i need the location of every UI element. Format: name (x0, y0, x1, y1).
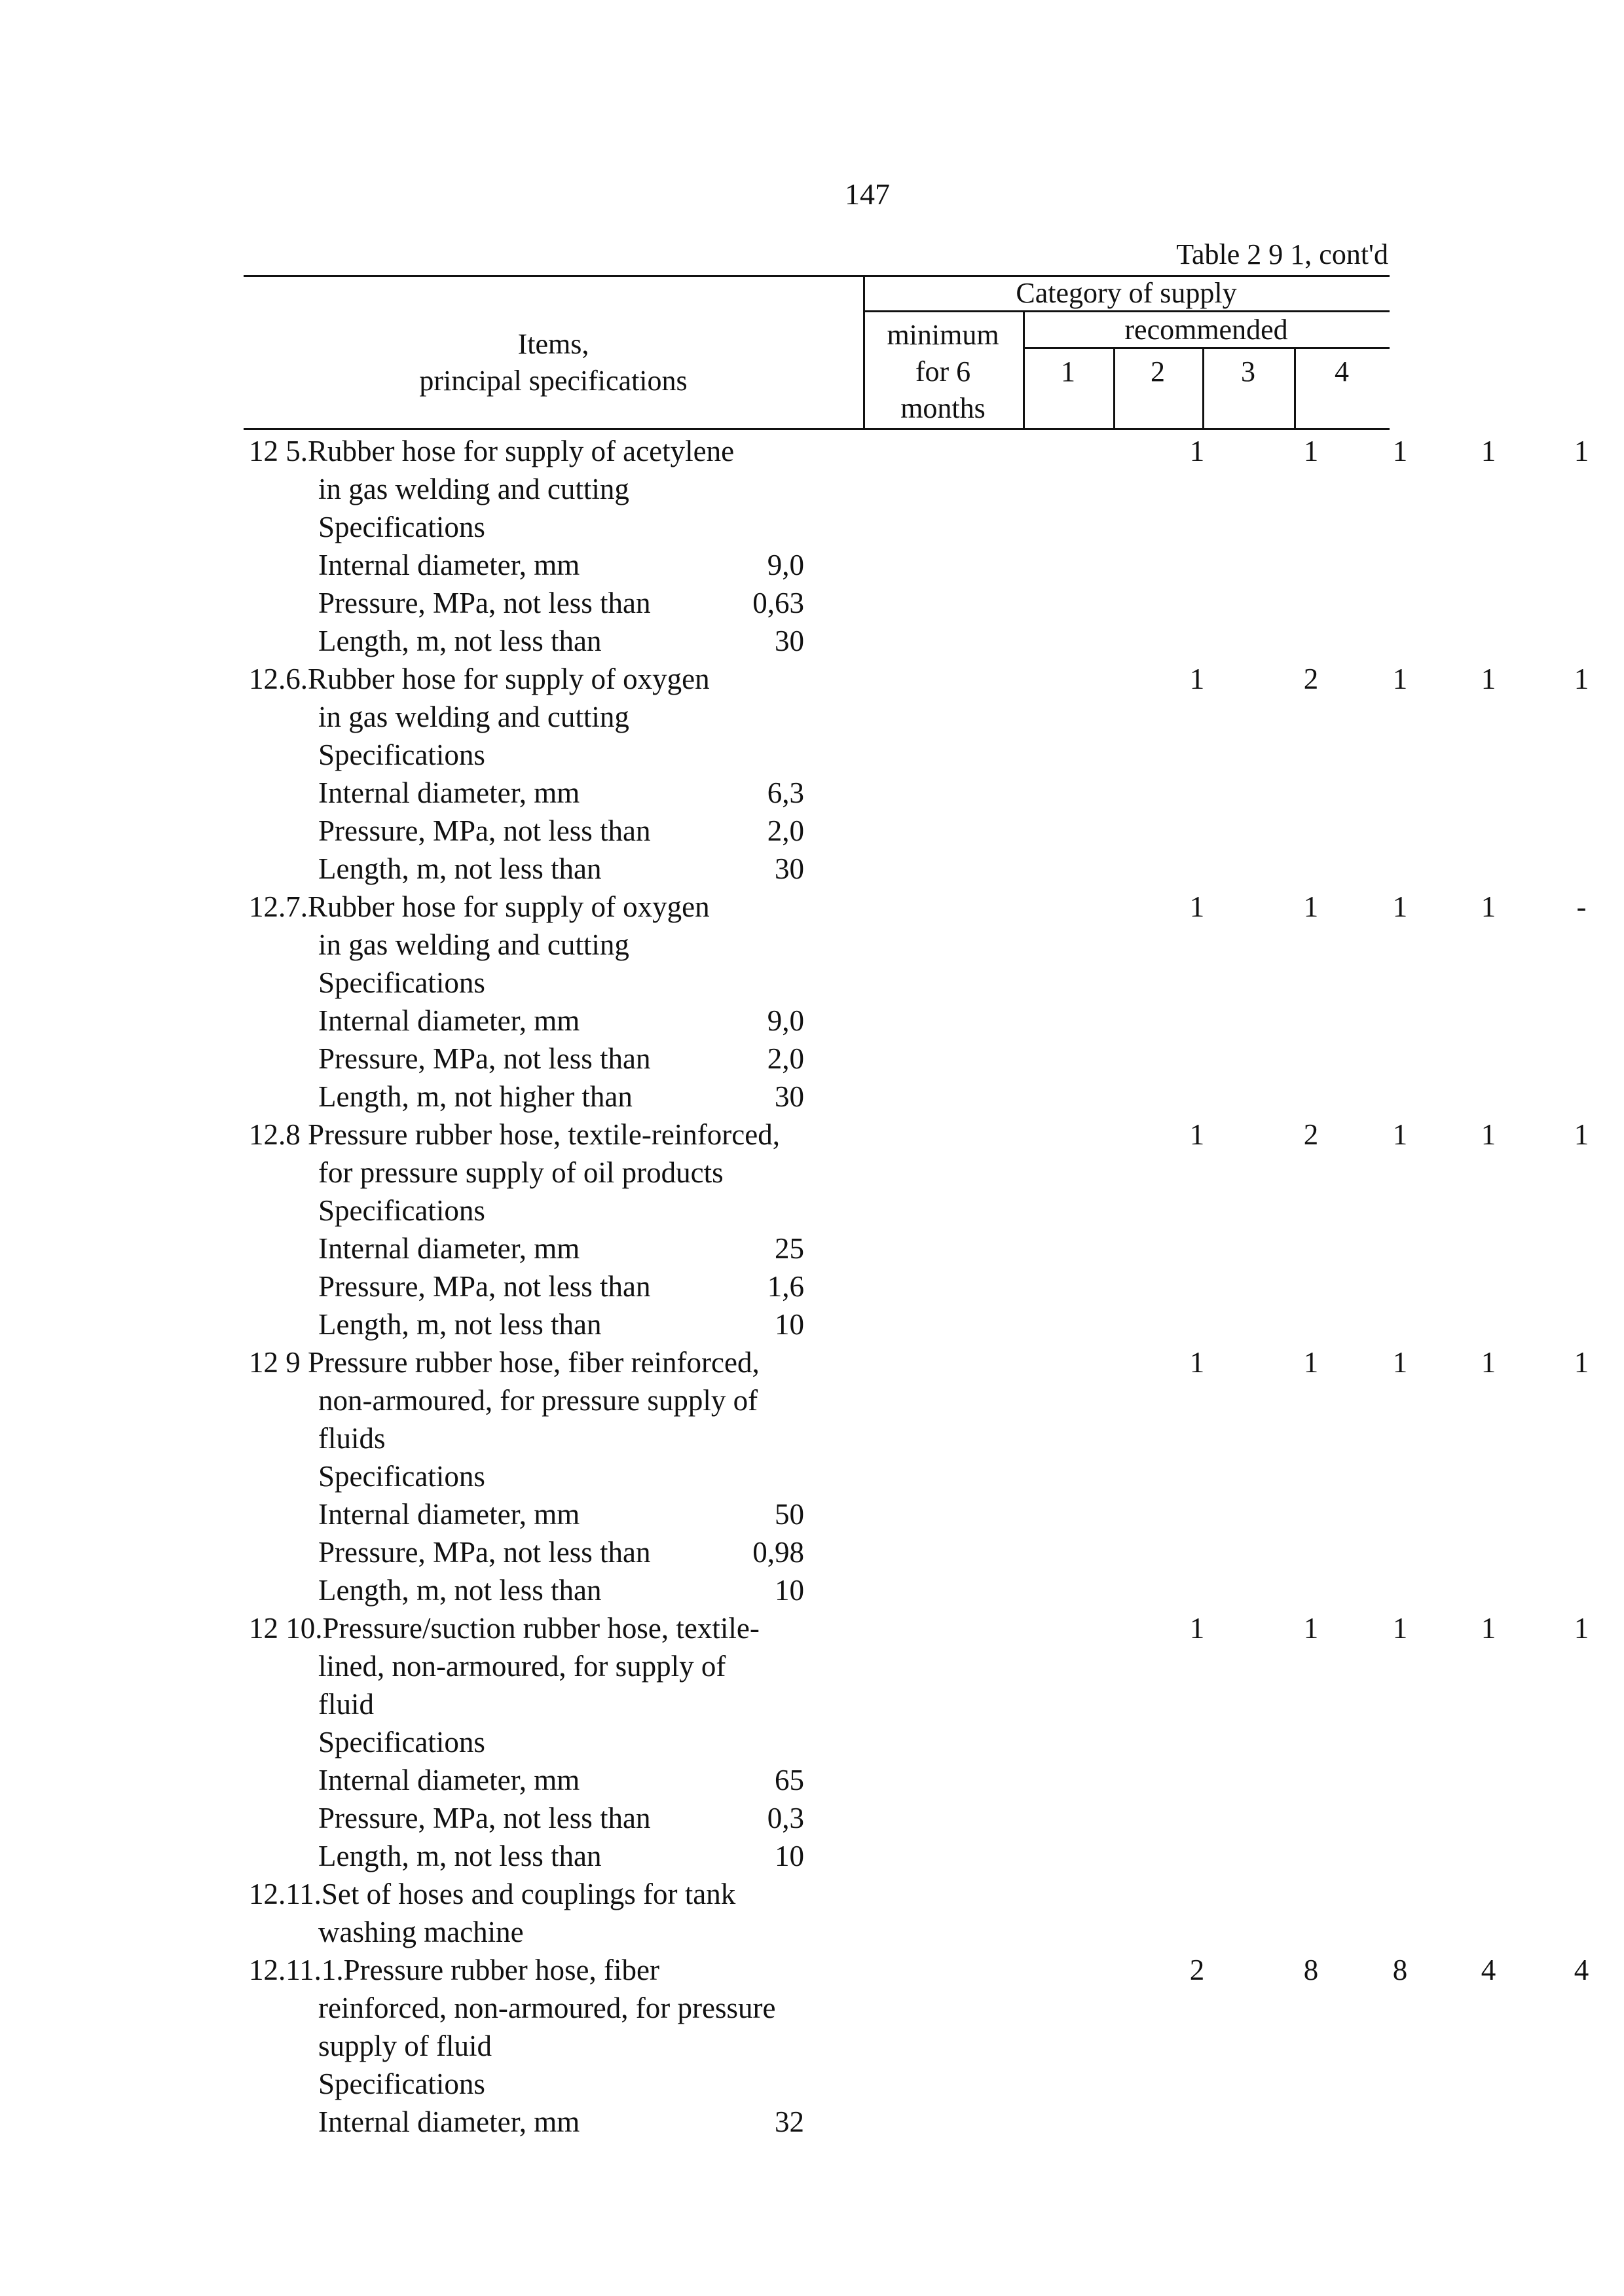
item-title-line: 12 10.Pressure/suction rubber hose, textile- (249, 1612, 760, 1645)
specifications-label: Specifications (318, 966, 485, 999)
spec-row (249, 1761, 819, 1799)
spec-value: 30 (775, 1080, 804, 1113)
supply-values (819, 1609, 1589, 1647)
recommended-2-value: 1 (1392, 435, 1408, 467)
spec-row (249, 850, 819, 888)
spec-row (249, 1078, 819, 1116)
spec-value: 10 (775, 1574, 804, 1607)
item-description (249, 1609, 819, 1875)
spec-name: Length, m, not less than (318, 1574, 602, 1607)
spec-value: 10 (775, 1308, 804, 1341)
spec-row (249, 774, 819, 812)
spec-row (249, 2103, 819, 2141)
spec-row (249, 546, 819, 584)
specifications-label: Specifications (318, 2068, 485, 2100)
item-title-line: for pressure supply of oil products (318, 1156, 724, 1189)
item-description (249, 1116, 819, 1343)
table-row (249, 1116, 1589, 1343)
spec-value: 10 (775, 1840, 804, 1872)
recommended-4-value: 1 (1574, 663, 1589, 695)
recommended-4-value: - (1576, 890, 1587, 923)
recommended-4-value: 4 (1574, 1954, 1589, 1986)
recommended-1-value: 1 (1303, 435, 1319, 467)
spec-value: 25 (775, 1232, 804, 1265)
recommended-1-value: 8 (1303, 1954, 1319, 1986)
item-description (249, 1951, 819, 2141)
spec-row (249, 1799, 819, 1837)
item-title-line: in gas welding and cutting (318, 701, 629, 733)
spec-value: 30 (775, 625, 804, 657)
header-items-line: principal specifications (419, 365, 688, 397)
item-title-line: in gas welding and cutting (318, 928, 629, 961)
spec-name: Pressure, MPa, not less than (318, 1270, 651, 1303)
minimum-value: 1 (1189, 1612, 1205, 1645)
recommended-2-value: 1 (1392, 663, 1408, 695)
header-col-4: 4 (1335, 355, 1349, 388)
supply-values (819, 888, 1587, 926)
header-items-line: Items, (517, 328, 589, 360)
page-number: 147 (845, 177, 890, 211)
spec-row (249, 1230, 819, 1267)
specifications-label: Specifications (318, 1726, 485, 1758)
recommended-4-value: 1 (1574, 1346, 1589, 1379)
spec-row (249, 622, 819, 660)
recommended-2-value: 1 (1392, 1612, 1408, 1645)
spec-row (249, 1305, 819, 1343)
minimum-value: 2 (1189, 1954, 1205, 1986)
spec-row (249, 1495, 819, 1533)
item-title-line: 12 9 Pressure rubber hose, fiber reinforced, (249, 1346, 760, 1379)
table-caption: Table 2 9 1, cont'd (1176, 238, 1388, 270)
supply-values (819, 1343, 1589, 1381)
spec-row (249, 1267, 819, 1305)
supply-values (819, 660, 1589, 698)
header-col-3: 3 (1241, 355, 1255, 388)
header-minimum-line: months (900, 392, 986, 424)
header-recommended: recommended (1124, 314, 1288, 346)
supply-values (819, 432, 1589, 470)
table-body (249, 432, 1589, 2141)
spec-name: Pressure, MPa, not less than (318, 587, 651, 619)
header-minimum-line: minimum (887, 319, 999, 351)
minimum-value: 1 (1189, 435, 1205, 467)
header-col-2: 2 (1151, 355, 1165, 388)
item-title-line: non-armoured, for pressure supply of (318, 1384, 758, 1417)
specifications-label: Specifications (318, 1460, 485, 1493)
specifications-label: Specifications (318, 738, 485, 771)
specifications-label: Specifications (318, 1194, 485, 1227)
recommended-1-value: 1 (1303, 1346, 1319, 1379)
table-row (249, 1609, 1589, 1875)
recommended-2-value: 8 (1392, 1954, 1408, 1986)
header-col-1: 1 (1061, 355, 1075, 388)
table-row (249, 1343, 1589, 1609)
supply-values (819, 1951, 1589, 1989)
table-row (249, 432, 1589, 660)
recommended-1-value: 2 (1303, 1118, 1319, 1151)
item-title-line: reinforced, non-armoured, for pressure (318, 1992, 776, 2024)
header-minimum-line: for 6 (915, 355, 971, 388)
item-title-line: in gas welding and cutting (318, 473, 629, 505)
table-row (249, 660, 1589, 888)
spec-name: Pressure, MPa, not less than (318, 814, 651, 847)
minimum-value: 1 (1189, 1346, 1205, 1379)
minimum-value: 1 (1189, 663, 1205, 695)
header-minimum (863, 317, 1023, 427)
spec-value: 2,0 (767, 814, 804, 847)
spec-value: 0,63 (752, 587, 804, 619)
item-description (249, 1343, 819, 1609)
spec-name: Internal diameter, mm (318, 2105, 580, 2138)
item-title-line: 12.8 Pressure rubber hose, textile-reinforced, (249, 1118, 780, 1151)
recommended-2-value: 1 (1392, 1118, 1408, 1151)
spec-value: 30 (775, 852, 804, 885)
spec-name: Pressure, MPa, not less than (318, 1536, 651, 1569)
recommended-3-value: 1 (1481, 663, 1496, 695)
spec-value: 0,3 (767, 1802, 804, 1834)
spec-name: Internal diameter, mm (318, 1004, 580, 1037)
item-title-line: 12.7.Rubber hose for supply of oxygen (249, 890, 710, 923)
recommended-1-value: 1 (1303, 1612, 1319, 1645)
spec-name: Length, m, not less than (318, 625, 602, 657)
recommended-4-value: 1 (1574, 1118, 1589, 1151)
header-items (244, 326, 863, 399)
spec-name: Internal diameter, mm (318, 1498, 580, 1531)
item-description (249, 432, 819, 660)
spec-row (249, 1002, 819, 1040)
spec-row (249, 1571, 819, 1609)
spec-row (249, 812, 819, 850)
header-bottom-rule (244, 428, 1390, 430)
spec-value: 65 (775, 1764, 804, 1796)
recommended-4-value: 1 (1574, 435, 1589, 467)
item-title-line: supply of fluid (318, 2030, 492, 2062)
spec-name: Length, m, not less than (318, 1840, 602, 1872)
table-row (249, 888, 1587, 1116)
spec-value: 32 (775, 2105, 804, 2138)
recommended-2-value: 1 (1392, 1346, 1408, 1379)
spec-name: Length, m, not less than (318, 852, 602, 885)
item-description (249, 1875, 819, 1951)
item-description (249, 888, 819, 1116)
spec-row (249, 1040, 819, 1078)
table-row (249, 1875, 1401, 1951)
item-title-line: 12.11.1.Pressure rubber hose, fiber (249, 1954, 659, 1986)
spec-name: Internal diameter, mm (318, 1764, 580, 1796)
spec-row (249, 1837, 819, 1875)
spec-name: Pressure, MPa, not less than (318, 1802, 651, 1834)
item-title-line: fluid (318, 1688, 374, 1721)
recommended-3-value: 1 (1481, 1346, 1496, 1379)
spec-value: 6,3 (767, 776, 804, 809)
spec-value: 2,0 (767, 1042, 804, 1075)
item-title-line: 12 5.Rubber hose for supply of acetylene (249, 435, 735, 467)
minimum-value: 1 (1189, 1118, 1205, 1151)
item-title-line: washing machine (318, 1916, 524, 1948)
spec-name: Length, m, not less than (318, 1308, 602, 1341)
recommended-3-value: 1 (1481, 435, 1496, 467)
spec-row (249, 1533, 819, 1571)
spec-value: 9,0 (767, 549, 804, 581)
recommended-1-value: 2 (1303, 663, 1319, 695)
recommended-3-value: 1 (1481, 1612, 1496, 1645)
item-title-line: lined, non-armoured, for supply of (318, 1650, 726, 1683)
spec-value: 0,98 (752, 1536, 804, 1569)
spec-name: Internal diameter, mm (318, 776, 580, 809)
specifications-label: Specifications (318, 511, 485, 543)
recommended-3-value: 1 (1481, 1118, 1496, 1151)
spec-name: Internal diameter, mm (318, 1232, 580, 1265)
spec-row (249, 584, 819, 622)
item-title-line: 12.6.Rubber hose for supply of oxygen (249, 663, 710, 695)
item-title-line: 12.11.Set of hoses and couplings for tank (249, 1878, 736, 1910)
spec-name: Internal diameter, mm (318, 549, 580, 581)
spec-value: 50 (775, 1498, 804, 1531)
spec-name: Length, m, not higher than (318, 1080, 633, 1113)
table-row (249, 1951, 1589, 2141)
spec-value: 1,6 (767, 1270, 804, 1303)
minimum-value: 1 (1189, 890, 1205, 923)
supply-values (819, 1116, 1589, 1154)
supply-values (819, 1875, 1401, 1913)
header-category: Category of supply (1016, 277, 1237, 309)
recommended-3-value: 4 (1481, 1954, 1496, 1986)
recommended-4-value: 1 (1574, 1612, 1589, 1645)
item-title-line: fluids (318, 1422, 386, 1455)
item-description (249, 660, 819, 888)
recommended-2-value: 1 (1392, 890, 1408, 923)
recommended-3-value: 1 (1481, 890, 1496, 923)
recommended-1-value: 1 (1303, 890, 1319, 923)
spec-name: Pressure, MPa, not less than (318, 1042, 651, 1075)
spec-value: 9,0 (767, 1004, 804, 1037)
